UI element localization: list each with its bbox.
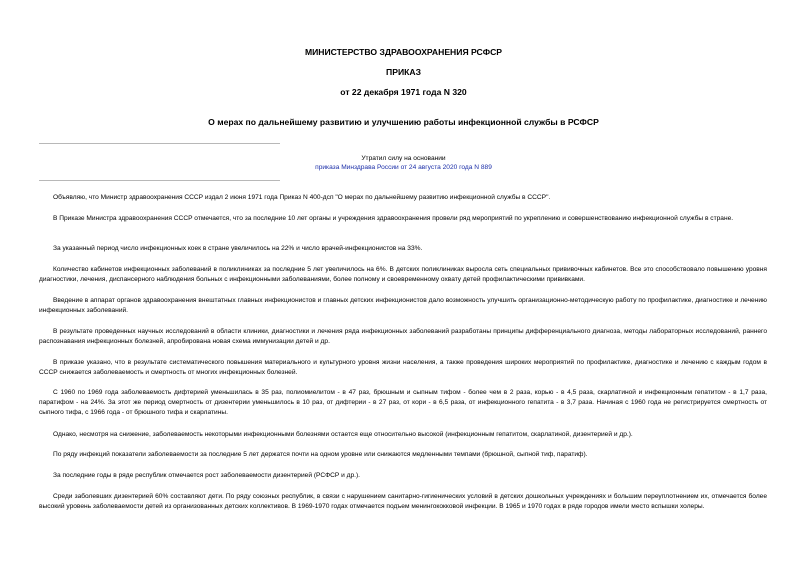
paragraph-12: Среди заболевших дизентерией 60% составляют дети. По ряду союзных республик, в связи с нарушением санитарно-гигиенических условий в детских дошкольных учреждениях и большим переуплотнением их, отмечается более высокий уровень заболеваемости детей из организованных детских коллективов. В 1969-1970 годах отмечается подъем менингококковой инфекции. В 1965 и 1970 годах в ряде городов имели место вспышки холеры. [39, 493, 767, 510]
notice-bottom-divider [39, 180, 280, 181]
document-date-number: от 22 декабря 1971 года N 320 [340, 87, 467, 97]
document-type-heading: ПРИКАЗ [386, 67, 421, 77]
document-title: О мерах по дальнейшему развитию и улучшению работы инфекционной службы в РСФСР [208, 117, 599, 127]
notice-top-divider [39, 143, 280, 144]
paragraph-8: С 1960 по 1969 года заболеваемость дифтерией уменьшилась в 35 раз, полиомиелитом - в 47 раз, брюшным и сыпным тифом - более чем в 2 раза, корью - в 4,5 раза, скарлатиной и инфекционным гепатитом - в 1,7 раза, паратифом - на 24%. За этот же период смертность от дизентерии уменьшилось в 10 раз, от дифтерии - в 27 раз, от кори - в 6,5 раза, от инфекционного гепатита - в 3,7 раза. Начиная с 1960 года не регистрируется смертность от сыпного тифа, с 1966 года - от брюшного тифа и скарлатины. [39, 389, 767, 416]
paragraph-3: За указанный период число инфекционных коек в стране увеличилось на 22% и число врачей-инфекционистов на 33%. [53, 245, 423, 252]
repeal-notice-link-line [0, 163, 807, 173]
paragraph-7: В приказе указано, что в результате систематического повышения материального и культурного уровня жизни населения, а также проведения широких мероприятий по профилактике, диагностике и лечению с каждым годом в СССР снижается заболеваемость и смертность от многих инфекционных болезней. [39, 359, 767, 376]
paragraph-6: В результате проведенных научных исследований в области клиники, диагностики и лечения ряда инфекционных заболеваний разработаны принципы дифференциального диагноза, методы лабораторных исследований, раннего распознавания инфекционных болезней, апробирована новая схема иммунизации детей и др. [39, 328, 767, 345]
paragraph-11: За последние годы в ряде республик отмечается рост заболеваемости дизентерией (РСФСР и др.). [53, 472, 361, 479]
ministry-heading: МИНИСТЕРСТВО ЗДРАВООХРАНЕНИЯ РСФСР [304, 47, 503, 57]
paragraph-9: Однако, несмотря на снижение, заболеваемость некоторыми инфекционными болезнями остается еще относительно высокой (инфекционным гепатитом, скарлатиной, дизентерией и др.). [53, 431, 633, 438]
paragraph-1: Объявляю, что Министр здравоохранения СССР издал 2 июня 1971 года Приказ N 400-дсп "О мерах по дальнейшему развитию инфекционной службы в СССР". [53, 194, 551, 201]
paragraph-4: Количество кабинетов инфекционных заболеваний в поликлиниках за последние 5 лет увеличилось на 6%. В детских поликлиниках выросла сеть специальных прививочных кабинетов. Все это способствовало повышению уровня диагностики, лечения, диспансерного наблюдения больных с инфекционными заболеваниями, более полному и своевременному охвату детей профилактическими прививками. [39, 266, 767, 283]
paragraph-10: По ряду инфекций показатели заболеваемости за последние 5 лет держатся почти на одном уровне или снижаются медленными темпами (брюшной, сыпной тиф, паратиф). [53, 451, 588, 458]
paragraph-2: В Приказе Министра здравоохранения СССР отмечается, что за последние 10 лет органы и учреждения здравоохранения провели ряд мероприятий по укреплению и совершенствованию инфекционной службы в стране. [53, 215, 734, 222]
repeal-notice-text: Утратил силу на основании [361, 155, 446, 162]
paragraph-5: Введение в аппарат органов здравоохранения внештатных главных инфекционистов и главных детских инфекционистов дало возможность улучшить организационно-методическую работу по профилактике, диагностике и лечению инфекционных заболеваний. [39, 297, 767, 314]
repeal-order-link[interactable]: приказа Минздрава России от 24 августа 2020 года N 889 [315, 164, 492, 171]
